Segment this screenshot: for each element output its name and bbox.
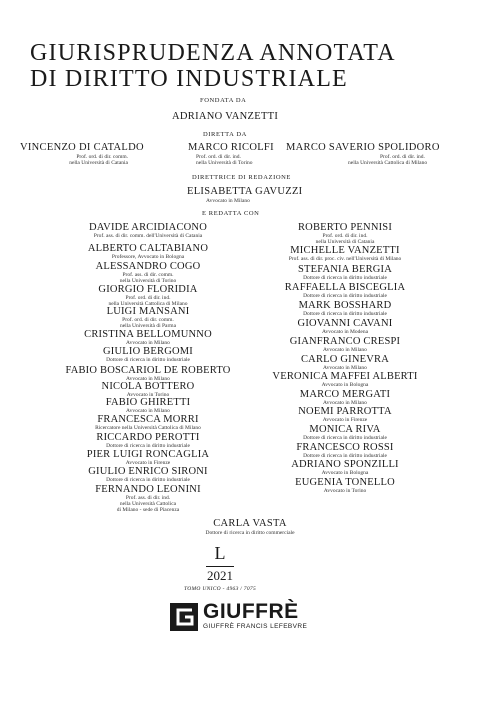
contributor-affiliation: Avvocato in Milano (126, 340, 170, 346)
contributor-affiliation: Avvocato in Torino (323, 488, 367, 494)
contributor-affiliation: di Milano - sede di Piacenza (116, 507, 180, 514)
contributor-entry (48, 449, 248, 466)
contributor-name: RICCARDO PEROTTI (96, 432, 200, 443)
contributor-affiliation: Prof. ord. di dir. comm. (122, 317, 174, 323)
contributor-name: MICHELLE VANZETTI (290, 245, 400, 256)
contributor-name: FABIO GHIRETTI (105, 397, 191, 408)
contributor-name: MARK BOSSHARD (298, 300, 392, 311)
contributor-name: NICOLA BOTTERO (101, 381, 195, 392)
contributor-name: GIULIO ENRICO SIRONI (88, 466, 208, 477)
contributor-affiliation: Avvocato in Milano (323, 400, 367, 406)
contributor-name: ADRIANO SPONZILLI (291, 459, 399, 470)
journal-title-line-1: GIURISPRUDENZA ANNOTATA (30, 40, 396, 66)
contributor-name: RAFFAELLA BISCEGLIA (284, 282, 406, 293)
contributor-entry (48, 365, 248, 382)
contributor-name: CARLA VASTA (213, 518, 287, 529)
contributor-name: GIULIO BERGOMI (103, 346, 193, 357)
contributor-entry (48, 432, 248, 449)
publisher-name: GIUFFRÈ (203, 600, 299, 623)
director-affiliation: nella Università di Torino (196, 160, 253, 166)
contributor-affiliation: nella Università Cattolica (119, 501, 177, 508)
contributor-affiliation: Avvocato in Firenze (125, 460, 171, 466)
contributor-name: MONICA RIVA (309, 424, 381, 435)
contributor-entry (48, 306, 248, 329)
founded-caption: FONDATA DA (200, 97, 247, 104)
contributor-entry (245, 459, 445, 476)
redatta-caption: E REDATTA CON (202, 210, 260, 217)
contributor-entry (245, 300, 445, 317)
contributor-affiliation: Dottore di ricerca in diritto industriale (303, 435, 387, 441)
contributor-affiliation: nella Università di Parma (119, 323, 177, 330)
contributor-affiliation: Avvocato in Bologna (321, 470, 369, 476)
publisher-subtitle: GIUFFRÈ FRANCIS LEFEBVRE (203, 623, 308, 630)
contributor-affiliation: Dottore di ricerca in diritto commerciale (205, 530, 295, 536)
director-affiliation: nella Università di Catania (69, 160, 128, 166)
contributor-affiliation: Avvocato in Torino (126, 392, 170, 398)
contributor-entry (245, 389, 445, 406)
contributor-name: PIER LUIGI RONCAGLIA (86, 449, 210, 460)
contributor-entry (48, 484, 248, 514)
contributor-name: VERONICA MAFFEI ALBERTI (272, 371, 418, 382)
director-name: VINCENZO DI CATALDO (20, 142, 144, 153)
founder-name: ADRIANO VANZETTI (172, 111, 279, 122)
contributor-name: STEFANIA BERGIA (297, 264, 393, 275)
volume-divider (206, 566, 234, 567)
contributor-name: ROBERTO PENNISI (297, 222, 393, 233)
contributor-entry (245, 336, 445, 353)
director-name: MARCO SAVERIO SPOLIDORO (286, 142, 440, 153)
contributor-affiliation: Dottore di ricerca in diritto industriale (106, 357, 190, 363)
contributor-affiliation: Prof. ass. di dir. comm. (122, 272, 174, 278)
contributor-affiliation: nella Università di Catania (315, 239, 375, 246)
director-name: MARCO RICOLFI (188, 142, 274, 153)
contributor-affiliation: nella Università di Torino (119, 278, 177, 285)
contributor-name: FERNANDO LEONINI (95, 484, 201, 495)
contributor-entry (245, 424, 445, 441)
contributor-entry (48, 466, 248, 483)
directed-caption: DIRETTA DA (203, 131, 247, 138)
contributor-entry (48, 329, 248, 346)
contributor-entry (48, 397, 248, 414)
contributor-affiliation: Dottore di ricerca in diritto industriale (303, 311, 387, 317)
contributor-affiliation: Prof. ord. di dir. ind. (125, 295, 171, 301)
contributor-affiliation: Dottore di ricerca in diritto industriale (303, 453, 387, 459)
contributor-affiliation: Prof. ass. di dir. ind. (125, 495, 171, 501)
contributor-affiliation: Dottore di ricerca in diritto industriale (106, 443, 190, 449)
giuffre-logo-icon (170, 603, 198, 631)
contributor-entry (48, 381, 248, 398)
contributor-name: EUGENIA TONELLO (295, 477, 395, 488)
contributor-name: NOEMI PARROTTA (298, 406, 392, 417)
contributor-name: LUIGI MANSANI (106, 306, 190, 317)
director-affiliation: Prof. ord. di dir. ind. (196, 154, 241, 160)
contributor-entry (48, 284, 248, 307)
contributor-affiliation: Avvocato in Milano (126, 408, 170, 414)
contributor-entry (245, 371, 445, 388)
contributor-affiliation: Professore, Avvocato in Bologna (111, 254, 185, 260)
editor-affiliation: Avvocato in Milano (206, 198, 250, 204)
contributor-entry (245, 406, 445, 423)
volume-year: 2021 (207, 568, 233, 583)
contributor-entry (48, 243, 248, 260)
contributor-affiliation: Avvocato in Milano (323, 347, 367, 353)
journal-title-line-2: DI DIRITTO INDUSTRIALE (30, 66, 348, 92)
contributor-name: ALESSANDRO COGO (95, 261, 201, 272)
contributor-entry (245, 442, 445, 459)
contributor-entry (245, 245, 445, 262)
contributor-affiliation: nella Università Cattolica di Milano (108, 301, 188, 308)
contributor-affiliation: Prof. ass. di dir. comm. dell'Università di Catania (93, 233, 203, 239)
contributor-affiliation: Avvocato in Milano (323, 365, 367, 371)
contributor-name: FRANCESCA MORRI (97, 414, 199, 425)
contributor-affiliation: Dottore di ricerca in diritto industriale (303, 275, 387, 281)
contributor-entry (245, 264, 445, 281)
contributor-entry (245, 477, 445, 494)
contributor-name: FRANCESCO ROSSI (296, 442, 394, 453)
contributor-affiliation: Avvocato in Milano (126, 376, 170, 382)
contributor-name: GIORGIO FLORIDIA (98, 284, 198, 295)
tomo-label: TOMO UNICO - 4963 / 7075 (183, 586, 257, 592)
contributor-name: ALBERTO CALTABIANO (87, 243, 209, 254)
contributor-entry (48, 414, 248, 431)
contributor-affiliation: Ricercatore nella Università Cattolica di Milano (95, 425, 201, 431)
contributor-entry (245, 318, 445, 335)
contributor-affiliation: Prof. ass. di dir. proc. civ. nell'Università di Milano (288, 256, 402, 262)
contributor-affiliation: Avvocato in Firenze (322, 417, 368, 423)
contributor-name: FABIO BOSCARIOL DE ROBERTO (65, 365, 231, 376)
contributor-affiliation: Prof. ord. di dir. ind. (322, 233, 368, 239)
director-affiliation: Prof. ord. di dir. comm. (76, 154, 128, 160)
contributor-affiliation: Dottore di ricerca in diritto industriale (106, 477, 190, 483)
contributor-affiliation: Avvocato in Bologna (321, 382, 369, 388)
contributor-entry (48, 222, 248, 239)
contributor-entry (48, 261, 248, 284)
editor-name: ELISABETTA GAVUZZI (187, 186, 303, 197)
director-affiliation: nella Università Cattolica di Milano (348, 160, 428, 166)
contributor-affiliation: Avvocato in Modena (321, 329, 369, 335)
contributor-entry (245, 354, 445, 371)
contributor-name: GIOVANNI CAVANI (297, 318, 393, 329)
editor-caption: DIRETTRICE DI REDAZIONE (192, 174, 292, 181)
contributor-entry (245, 222, 445, 245)
contributor-name: DAVIDE ARCIDIACONO (88, 222, 208, 233)
contributor-entry (245, 282, 445, 299)
volume-number: L (214, 543, 226, 563)
contributor-name: CARLO GINEVRA (300, 354, 390, 365)
contributor-name: CRISTINA BELLOMUNNO (84, 329, 212, 340)
contributor-entry (48, 346, 248, 363)
director-affiliation: Prof. ord. di dir. ind. (380, 154, 425, 160)
contributor-name: MARCO MERGATI (299, 389, 391, 400)
contributor-affiliation: Dottore di ricerca in diritto industriale (303, 293, 387, 299)
contributor-name: GIANFRANCO CRESPI (289, 336, 401, 347)
